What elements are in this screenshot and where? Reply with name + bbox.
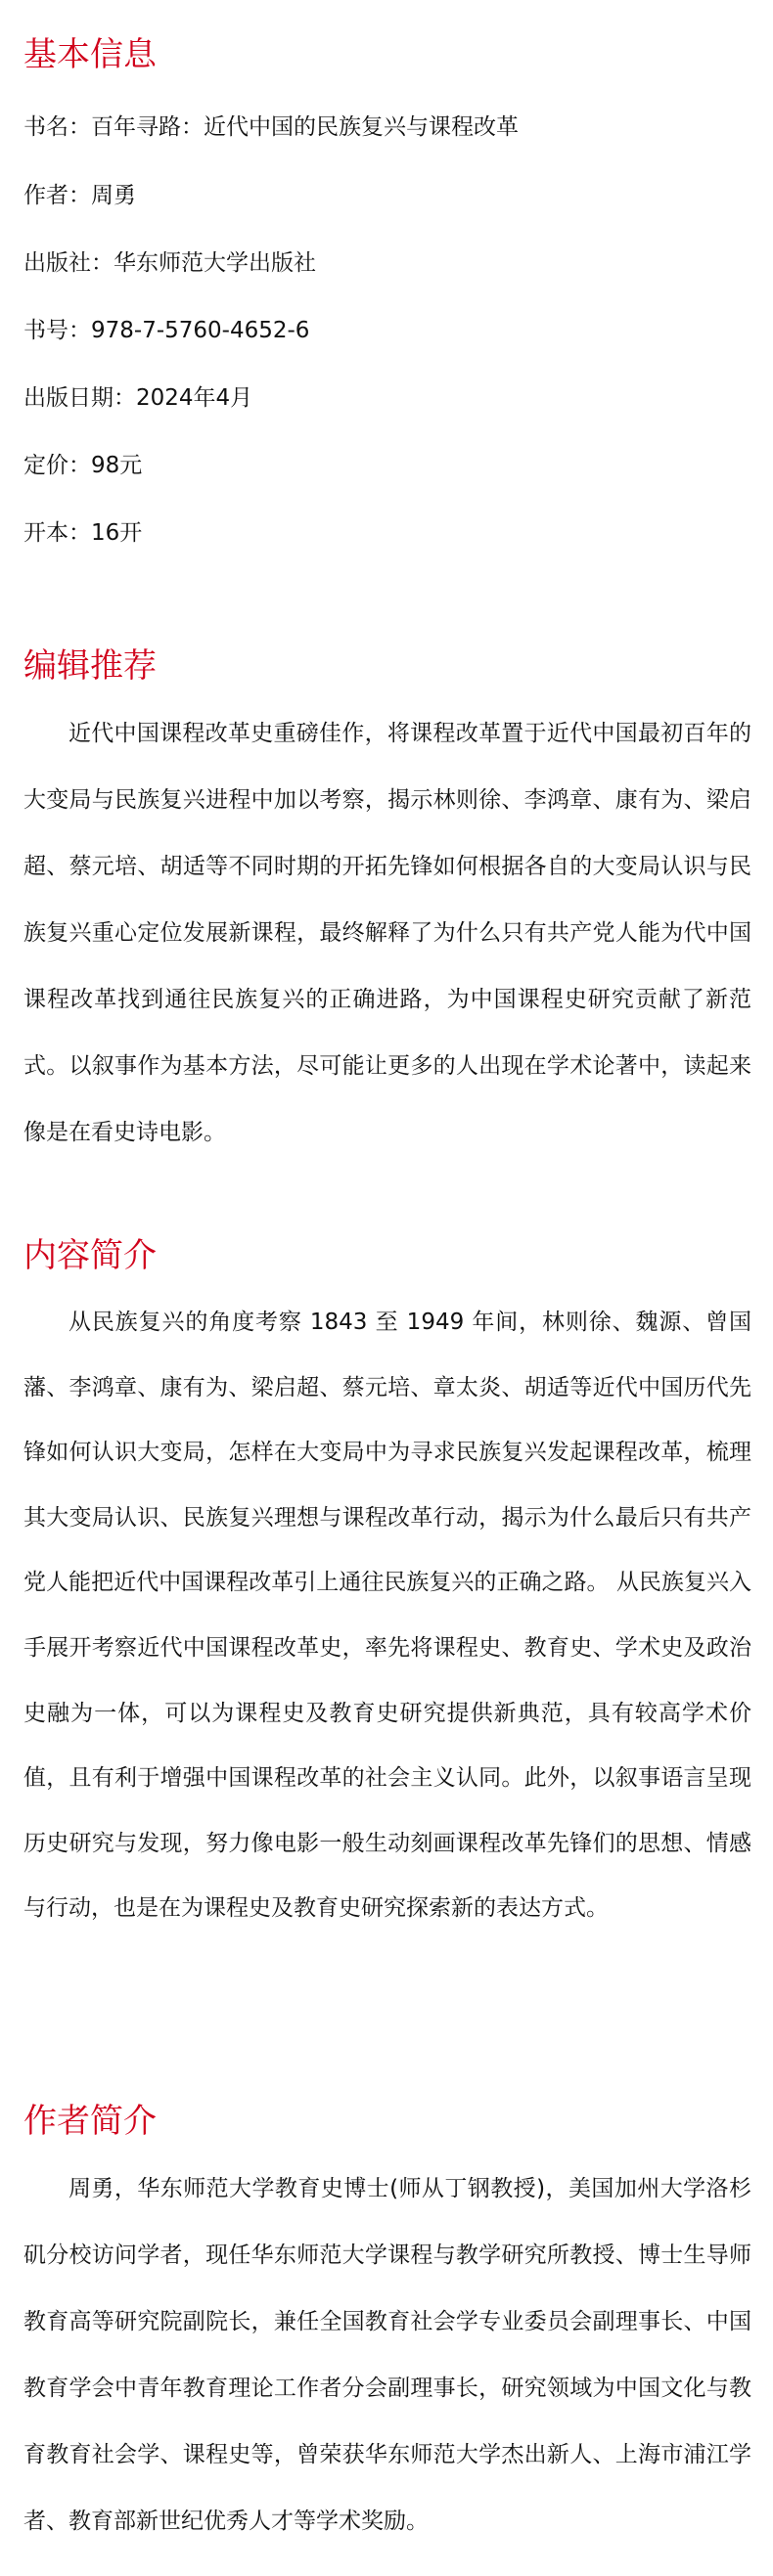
author-intro-text: 周勇，华东师范大学教育史博士(师从丁钢教授)，美国加州大学洛杉矶分校访问学者，现任华东师范大学课程与教学研究所教授、博士生导师教育高等研究院副院长，兼任全国教育社会学专业委员会副理事长、中国教育学会中青年教育理论工作者分会副理事长，研究领域为中国文化与教育教育社会学、课程史等，曾荣获华东师范大学杰出新人、上海市浦江学者、教育部新世纪优秀人才等学术奖励。 — [23, 2176, 751, 2534]
content-intro-text: 从民族复兴的角度考察 1843 至 1949 年间，林则徐、魏源、曾国藩、李鸿章、康有为、梁启超、蔡元培、章太炎、胡适等近代中国历代先锋如何认识大变局，怎样在大变局中为寻求民族复兴发起课程改革，梳理其大变局认识、民族复兴理想与课程改革行动，揭示为什么最后只有共产党人能把近代中国课程改革引上通往民族复兴的正确之路。 从民族复兴入手展开考察近代中国课程改革史，率先将课程史、教育史、学术史及政治史融为一体，可以为课程史及教育史研究提供新典范，具有较高学术价值，且有利于增强中国课程改革的社会主义认同。此外，以叙事语言呈现历史研究与发现，努力像电影一般生动刻画课程改革先锋们的思想、情感与行动，也是在为课程史及教育史研究探索新的表达方式。 — [23, 1310, 751, 1922]
editor-recommendation-text: 近代中国课程改革史重磅佳作，将课程改革置于近代中国最初百年的大变局与民族复兴进程中加以考察，揭示林则徐、李鸿章、康有为、梁启超、蔡元培、胡适等不同时期的开拓先锋如何根据各自的大变局认识与民族复兴重心定位发展新课程，最终解释了为什么只有共产党人能为代中国课程改革找到通往民族复兴的正确进路，为中国课程史研究贡献了新范式。以叙事作为基本方法，尽可能让更多的人出现在学术论著中，读起来像是在看史诗电影。 — [23, 721, 751, 1145]
editor-recommendation-heading: 编辑推荐 — [23, 646, 157, 686]
basic-info-heading: 基本信息 — [23, 35, 157, 74]
author-intro-heading: 作者简介 — [23, 2102, 157, 2141]
info-publish-date: 出版日期：2024年4月 — [23, 385, 253, 411]
info-format: 开本：16开 — [23, 520, 143, 546]
info-author: 作者：周勇 — [23, 183, 136, 208]
content-intro-heading: 内容简介 — [23, 1236, 157, 1275]
info-book-name: 书名：百年寻路：近代中国的民族复兴与课程改革 — [23, 114, 519, 140]
info-price: 定价：98元 — [23, 453, 143, 478]
info-isbn: 书号：978-7-5760-4652-6 — [23, 318, 310, 343]
info-publisher: 出版社：华东师范大学出版社 — [23, 250, 316, 276]
